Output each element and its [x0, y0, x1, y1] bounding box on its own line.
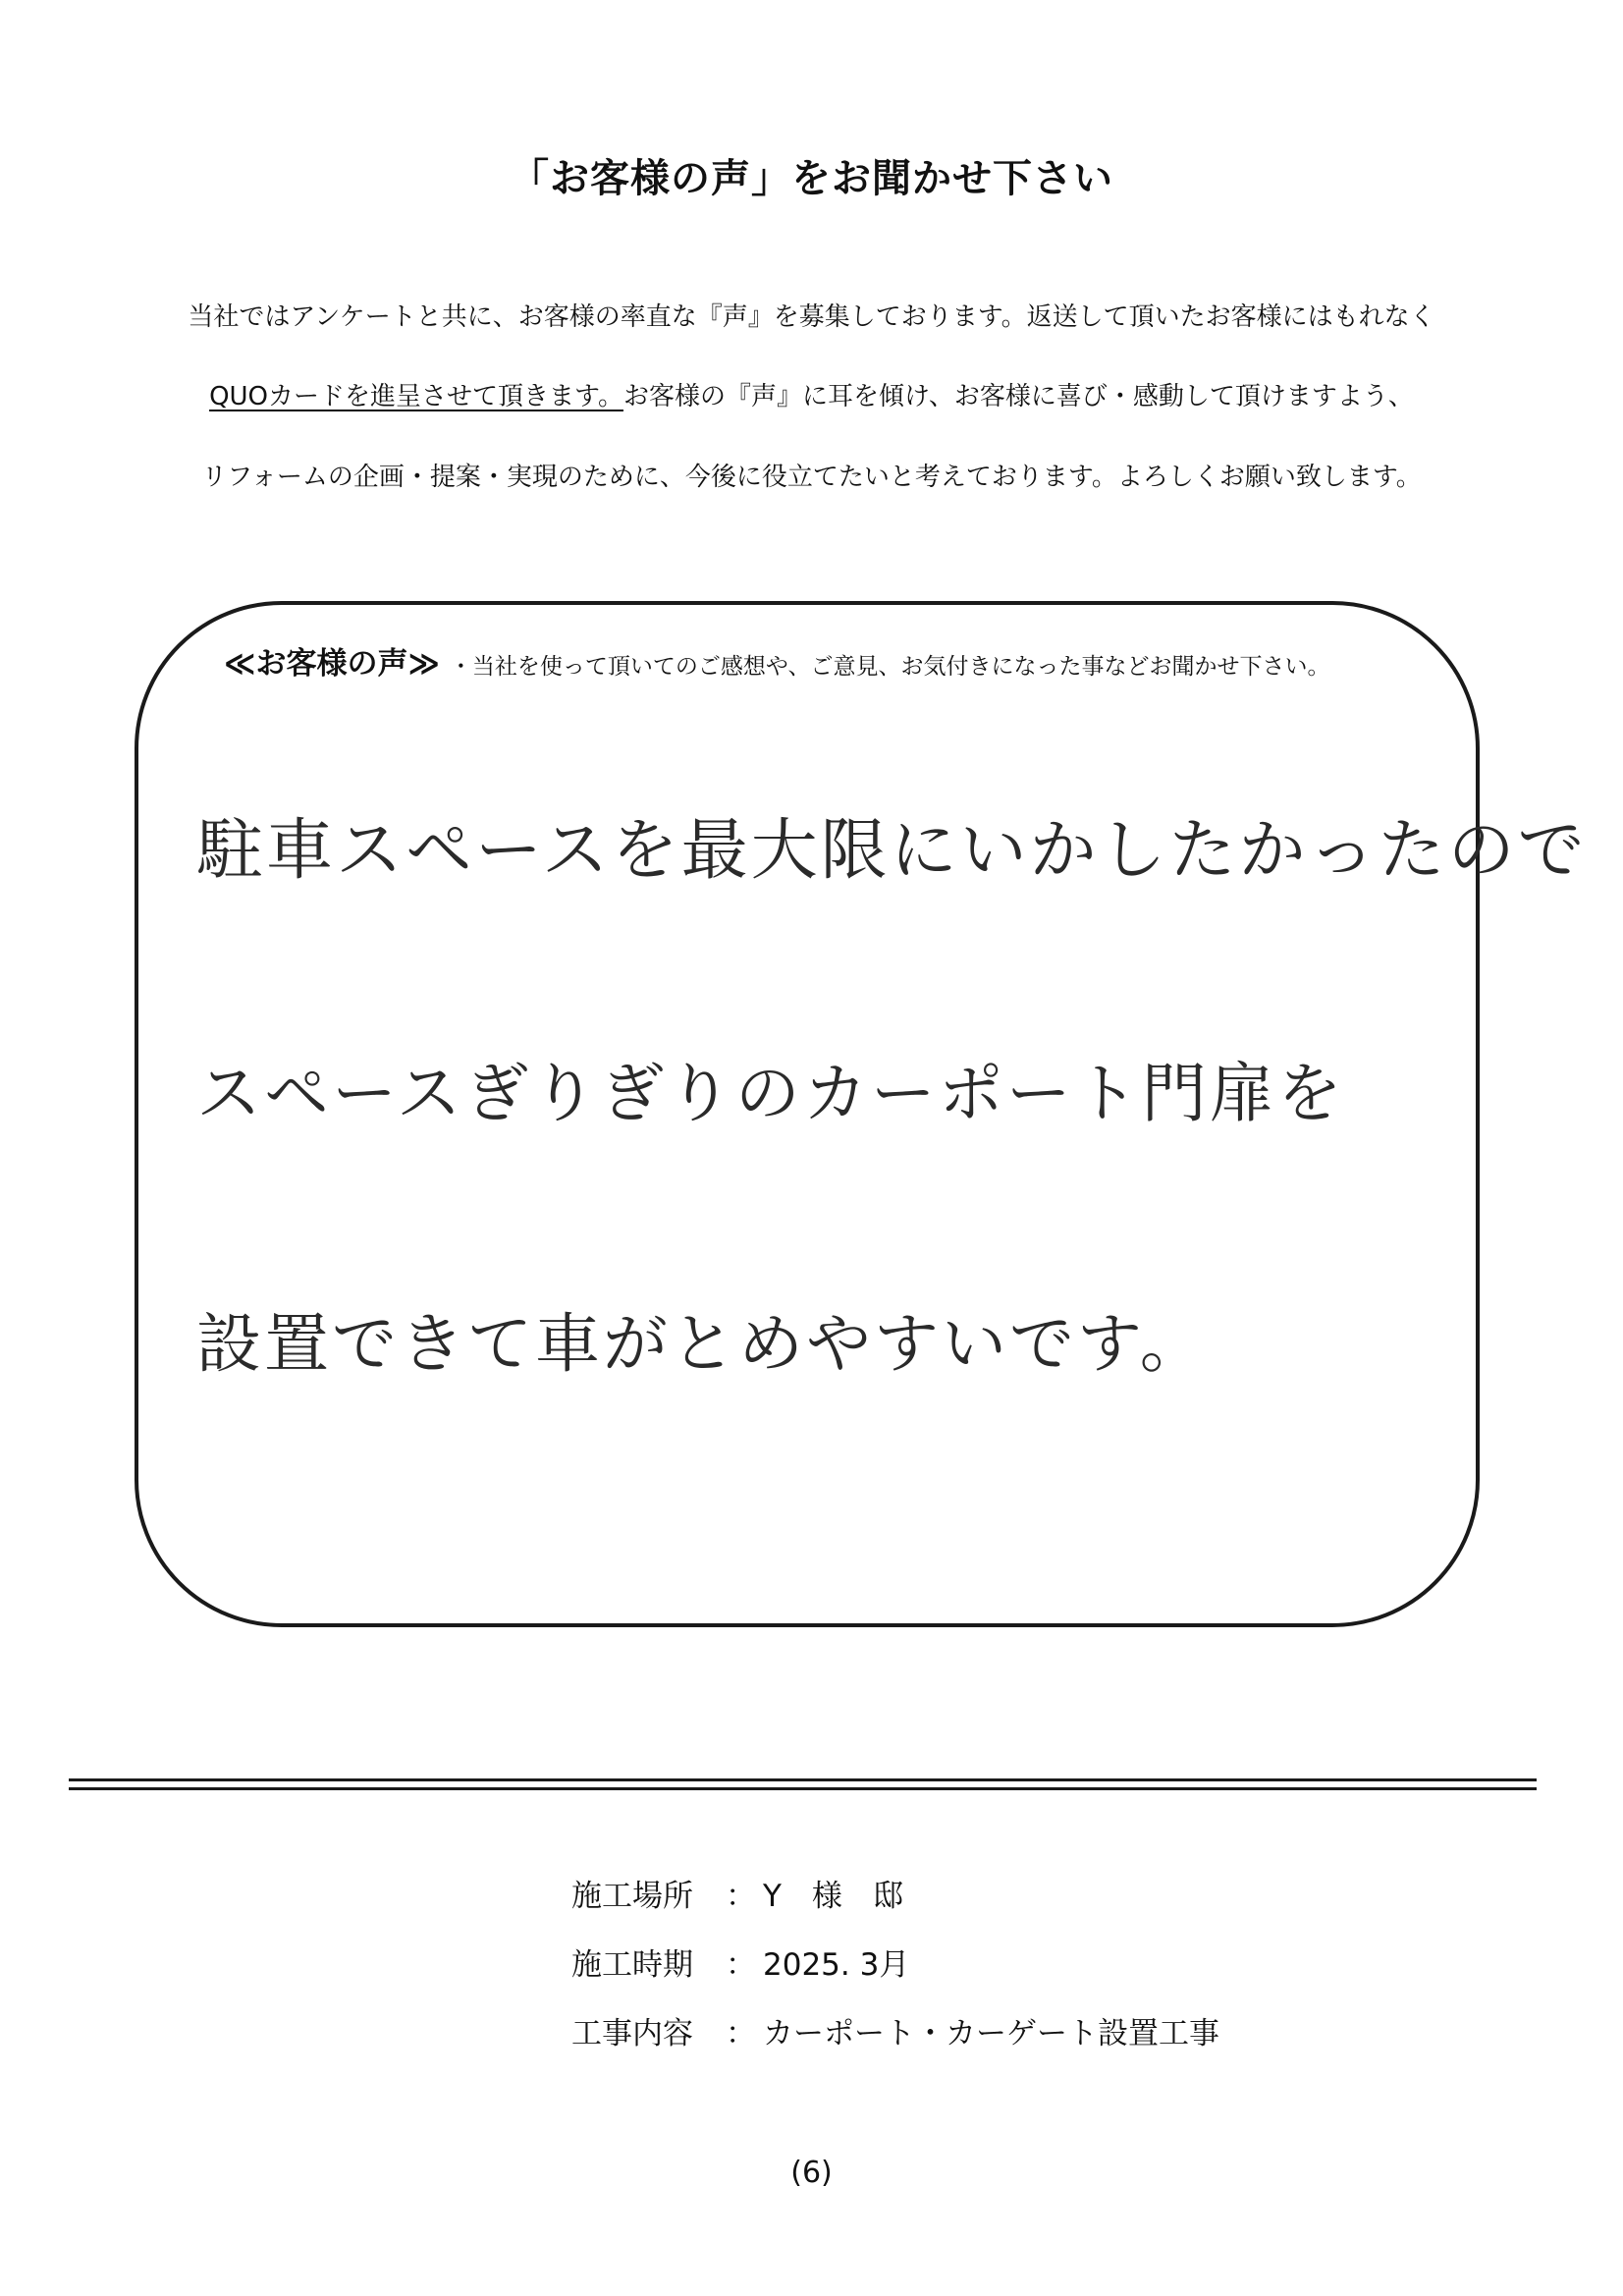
- info-location: [571, 1871, 903, 1915]
- content-value: カーポート・カーゲート設置工事: [763, 2016, 1219, 2051]
- voice-prompt: ・当社を使って頂いてのご感想や、ご意見、お気付きになった事などお聞かせ下さい。: [449, 654, 1330, 680]
- divider-bottom-line: [69, 1787, 1537, 1790]
- intro-line-2-rest: お客様の『声』に耳を傾け、お客様に喜び・感動して頂けますよう、: [622, 382, 1414, 411]
- content-separator: ：: [726, 2016, 756, 2051]
- voice-label: ≪お客様の声≫: [224, 646, 440, 682]
- info-period: [571, 1940, 909, 1984]
- period-value: 2025. 3月: [763, 1947, 910, 1983]
- quo-card-notice: QUOカードを進呈させて頂きます。: [209, 382, 623, 411]
- period-label: 施工時期: [571, 1947, 693, 1983]
- handwritten-line-3: 設置できて車がとめやすいです。: [196, 1306, 1208, 1382]
- period-separator: ：: [726, 1947, 756, 1983]
- location-label: 施工場所: [571, 1879, 693, 1914]
- info-content: [571, 2008, 1219, 2052]
- page-number: (6): [790, 2156, 833, 2190]
- intro-line-3: リフォームの企画・提案・実現のために、今後に役立てたいと考えております。よろしくお願い致します。: [201, 463, 1422, 492]
- content-label: 工事内容: [571, 2016, 693, 2051]
- page-title: 「お客様の声」をお聞かせ下さい: [510, 156, 1113, 201]
- location-separator: ：: [726, 1879, 756, 1914]
- location-value: Y 様 邸: [763, 1879, 903, 1914]
- handwritten-line-2: スペースぎりぎりのカーポート門扉を: [196, 1056, 1345, 1131]
- voice-header: [224, 638, 1329, 683]
- intro-line-2: [0, 376, 1623, 412]
- intro-line-1: 当社ではアンケートと共に、お客様の率直な『声』を募集しております。返送して頂いたお客様にはもれなく: [188, 302, 1435, 332]
- handwritten-line-1: 駐車スペースを最大限にいかしたかったので: [196, 812, 1588, 890]
- divider-top-line: [69, 1778, 1537, 1781]
